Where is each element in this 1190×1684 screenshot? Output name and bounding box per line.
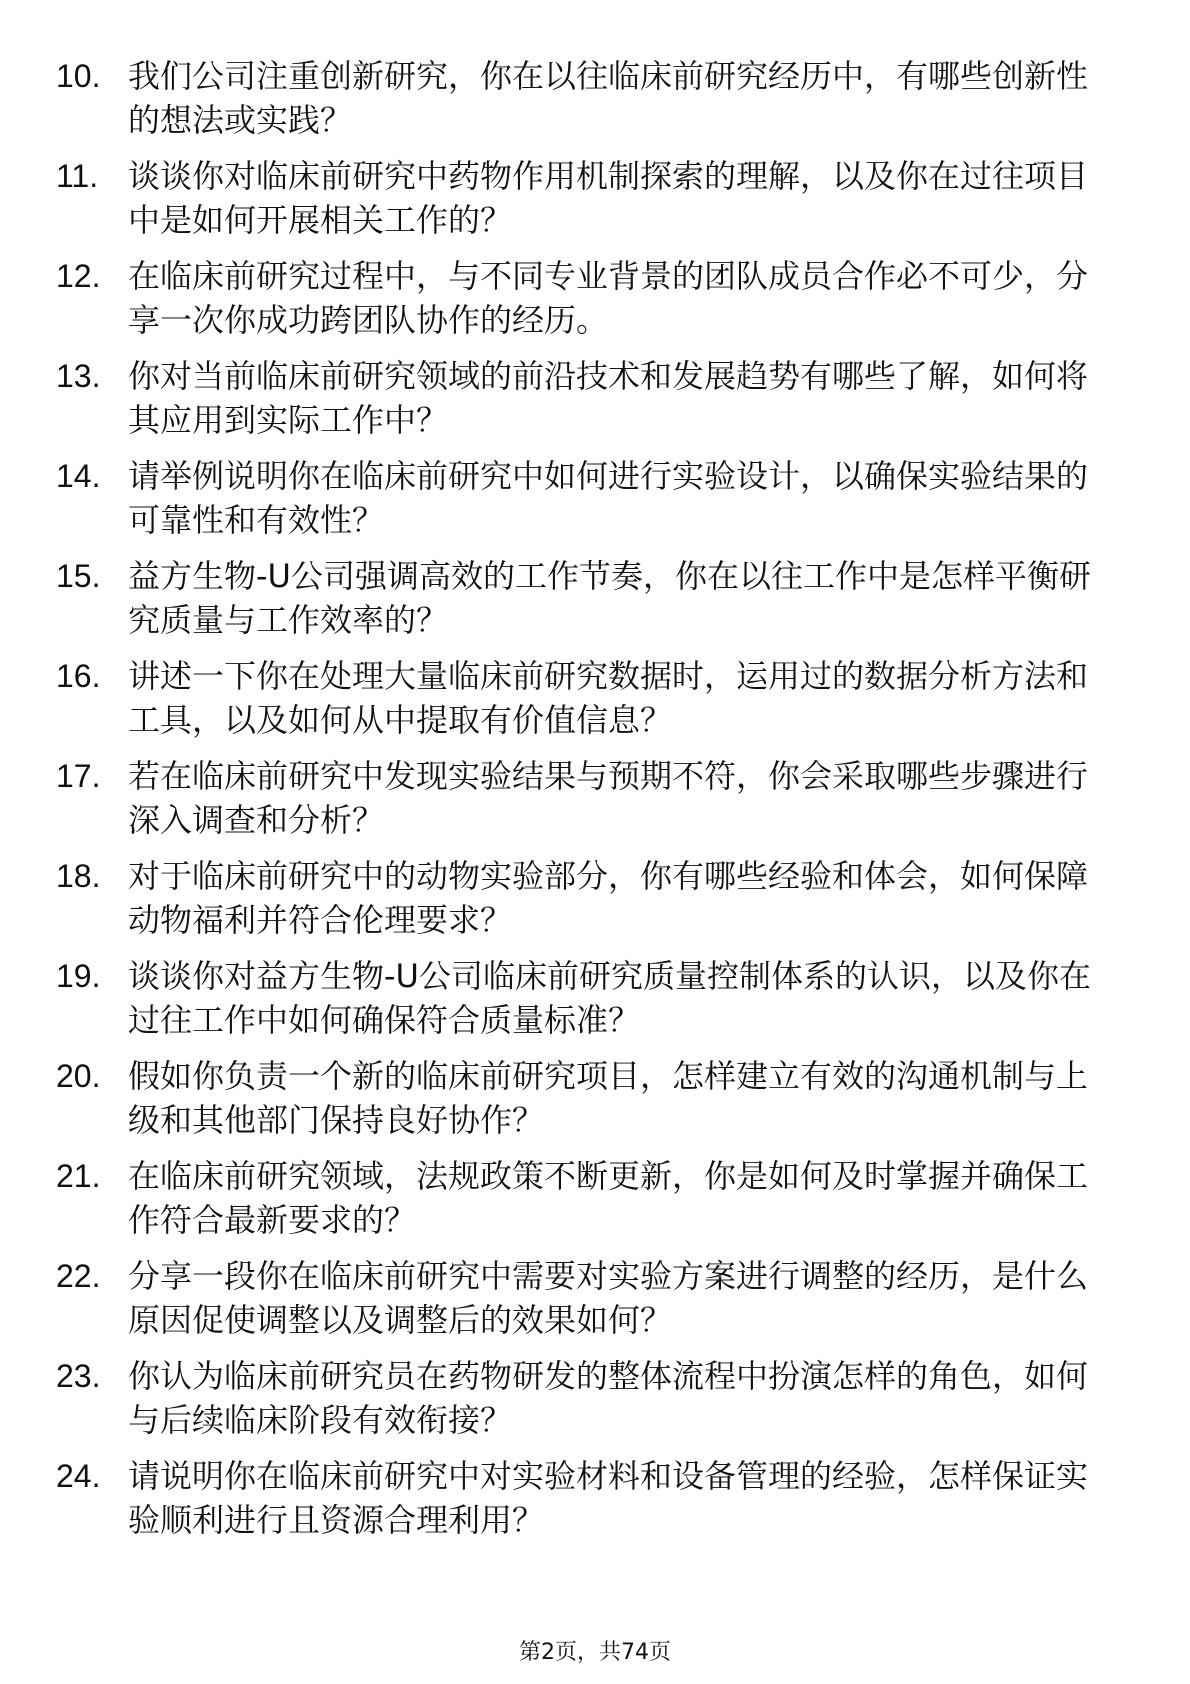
question-number: 15.: [56, 558, 101, 594]
question-text: 你对当前临床前研究领域的前沿技术和发展趋势有哪些了解，如何将其应用到实际工作中？: [128, 357, 1089, 439]
question-number: 16.: [56, 658, 101, 694]
question-number: 12.: [56, 258, 101, 294]
question-text: 谈谈你对益方生物-U公司临床前研究质量控制体系的认识，以及你在过往工作中如何确保符合质量标准？: [128, 957, 1091, 1039]
question-number: 14.: [56, 458, 101, 494]
question-number: 20.: [56, 1058, 101, 1094]
question-item: [56, 754, 1116, 842]
question-item: [56, 854, 1116, 942]
question-item: [56, 1354, 1116, 1442]
question-number: 13.: [56, 358, 101, 394]
question-number: 11.: [56, 158, 99, 194]
question-text: 分享一段你在临床前研究中需要对实验方案进行调整的经历，是什么原因促使调整以及调整后的效果如何？: [128, 1257, 1089, 1339]
question-item: [56, 1254, 1116, 1342]
question-number: 10.: [56, 58, 101, 94]
page-footer: 第2页，共74页: [519, 1640, 671, 1665]
question-text: 在临床前研究领域，法规政策不断更新，你是如何及时掌握并确保工作符合最新要求的？: [128, 1157, 1089, 1239]
question-item: [56, 1154, 1116, 1242]
question-item: [56, 154, 1116, 242]
question-text: 请举例说明你在临床前研究中如何进行实验设计，以确保实验结果的可靠性和有效性？: [128, 457, 1089, 539]
question-text: 在临床前研究过程中，与不同专业背景的团队成员合作必不可少，分享一次你成功跨团队协作的经历。: [128, 257, 1089, 339]
question-text: 若在临床前研究中发现实验结果与预期不符，你会采取哪些步骤进行深入调查和分析？: [128, 757, 1089, 839]
question-item: [56, 1054, 1116, 1142]
question-item: [56, 354, 1116, 442]
question-text: 谈谈你对临床前研究中药物作用机制探索的理解，以及你在过往项目中是如何开展相关工作的？: [128, 157, 1089, 239]
question-number: 19.: [56, 958, 101, 994]
question-item: [56, 954, 1116, 1042]
question-number: 24.: [56, 1458, 101, 1494]
question-item: [56, 1454, 1116, 1542]
question-item: [56, 554, 1116, 642]
question-text: 你认为临床前研究员在药物研发的整体流程中扮演怎样的角色，如何与后续临床阶段有效衔接？: [128, 1357, 1089, 1439]
question-text: 讲述一下你在处理大量临床前研究数据时，运用过的数据分析方法和工具，以及如何从中提取有价值信息？: [128, 657, 1089, 739]
question-item: [56, 254, 1116, 342]
question-list: [56, 54, 1116, 1554]
question-text: 益方生物-U公司强调高效的工作节奏，你在以往工作中是怎样平衡研究质量与工作效率的？: [128, 557, 1091, 639]
question-text: 假如你负责一个新的临床前研究项目，怎样建立有效的沟通机制与上级和其他部门保持良好协作？: [128, 1057, 1089, 1139]
question-number: 21.: [56, 1158, 101, 1194]
question-number: 18.: [56, 858, 101, 894]
question-item: [56, 654, 1116, 742]
question-text: 请说明你在临床前研究中对实验材料和设备管理的经验，怎样保证实验顺利进行且资源合理利用？: [128, 1457, 1089, 1539]
question-number: 23.: [56, 1358, 101, 1394]
question-text: 我们公司注重创新研究，你在以往临床前研究经历中，有哪些创新性的想法或实践？: [128, 57, 1089, 139]
question-number: 17.: [56, 758, 101, 794]
question-item: [56, 454, 1116, 542]
question-item: [56, 54, 1116, 142]
question-text: 对于临床前研究中的动物实验部分，你有哪些经验和体会，如何保障动物福利并符合伦理要求？: [128, 857, 1089, 939]
question-number: 22.: [56, 1258, 101, 1294]
